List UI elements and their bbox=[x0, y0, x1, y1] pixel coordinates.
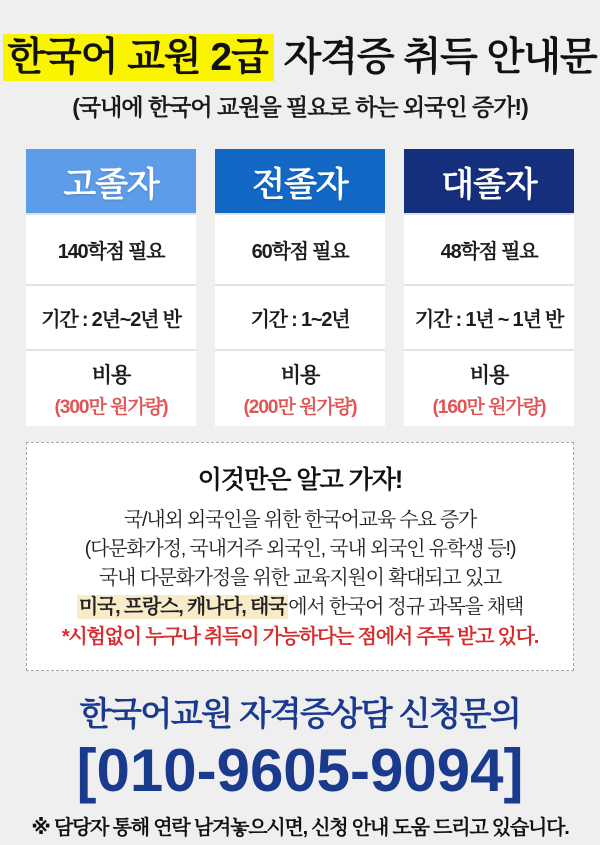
contact-phone-number: [010-9605-9094] bbox=[76, 737, 524, 804]
duration-cell bbox=[404, 284, 574, 349]
cost-value: (200만 원가량) bbox=[243, 396, 357, 418]
contact-section bbox=[0, 693, 600, 840]
column-header-college-grad: 전졸자 bbox=[215, 149, 385, 213]
info-line-4 bbox=[37, 593, 563, 622]
info-line-4-highlighted-countries: 미국, 프랑스, 캐나다, 태국 bbox=[78, 596, 287, 618]
duration-cell bbox=[215, 284, 385, 349]
page-title bbox=[0, 34, 600, 82]
cost-value: (300만 원가량) bbox=[54, 396, 168, 418]
info-warning-line: *시험없이 누구나 취득이 가능하다는 점에서 주목 받고 있다. bbox=[61, 626, 539, 648]
column-high-school-grad bbox=[26, 149, 196, 426]
credits-value: 140학점 필요 bbox=[57, 241, 165, 263]
credits-cell bbox=[215, 213, 385, 284]
comparison-table bbox=[26, 149, 574, 426]
column-college-grad bbox=[215, 149, 385, 426]
cost-cell bbox=[404, 349, 574, 426]
column-header-university-grad: 대졸자 bbox=[404, 149, 574, 213]
cost-value: (160만 원가량) bbox=[432, 396, 546, 418]
cost-cell bbox=[26, 349, 196, 426]
cost-label: 비용 bbox=[469, 363, 509, 387]
info-line-2: (다문화가정, 국내거주 외국인, 국내 외국인 유학생 등!) bbox=[84, 538, 516, 560]
info-line-3: 국내 다문화가정을 위한 교육지원이 확대되고 있고 bbox=[98, 567, 502, 589]
credits-value: 60학점 필요 bbox=[251, 241, 349, 263]
column-header-high-school-grad: 고졸자 bbox=[26, 149, 196, 213]
info-box-title: 이것만은 알고 가자! bbox=[197, 466, 403, 494]
page-title-highlighted-text: 한국어 교원 2급 bbox=[3, 34, 273, 81]
credits-value: 48학점 필요 bbox=[440, 241, 538, 263]
duration-value: 기간 : 1~2년 bbox=[250, 309, 350, 331]
info-line-4-rest: 에서 한국어 정규 과목을 채택 bbox=[288, 596, 524, 618]
title-block bbox=[0, 0, 600, 122]
column-university-grad bbox=[404, 149, 574, 426]
info-line-1: 국/내외 외국인을 위한 한국어교육 수요 증가 bbox=[123, 509, 477, 531]
credits-cell bbox=[26, 213, 196, 284]
duration-cell bbox=[26, 284, 196, 349]
page-subtitle: (국내에 한국어 교원을 필요로 하는 외국인 증가!) bbox=[72, 94, 528, 120]
page-title-rest-text: 자격증 취득 안내문 bbox=[273, 36, 597, 79]
duration-value: 기간 : 1년 ~ 1년 반 bbox=[414, 309, 564, 331]
cost-cell bbox=[215, 349, 385, 426]
duration-value: 기간 : 2년~2년 반 bbox=[41, 309, 181, 331]
cost-label: 비용 bbox=[91, 363, 131, 387]
credits-cell bbox=[404, 213, 574, 284]
cost-label: 비용 bbox=[280, 363, 320, 387]
contact-note: ※ 담당자 통해 연락 남겨놓으시면, 신청 안내 도움 드리고 있습니다. bbox=[31, 817, 569, 839]
contact-heading: 한국어교원 자격증상담 신청문의 bbox=[79, 695, 521, 732]
info-box bbox=[26, 442, 574, 671]
